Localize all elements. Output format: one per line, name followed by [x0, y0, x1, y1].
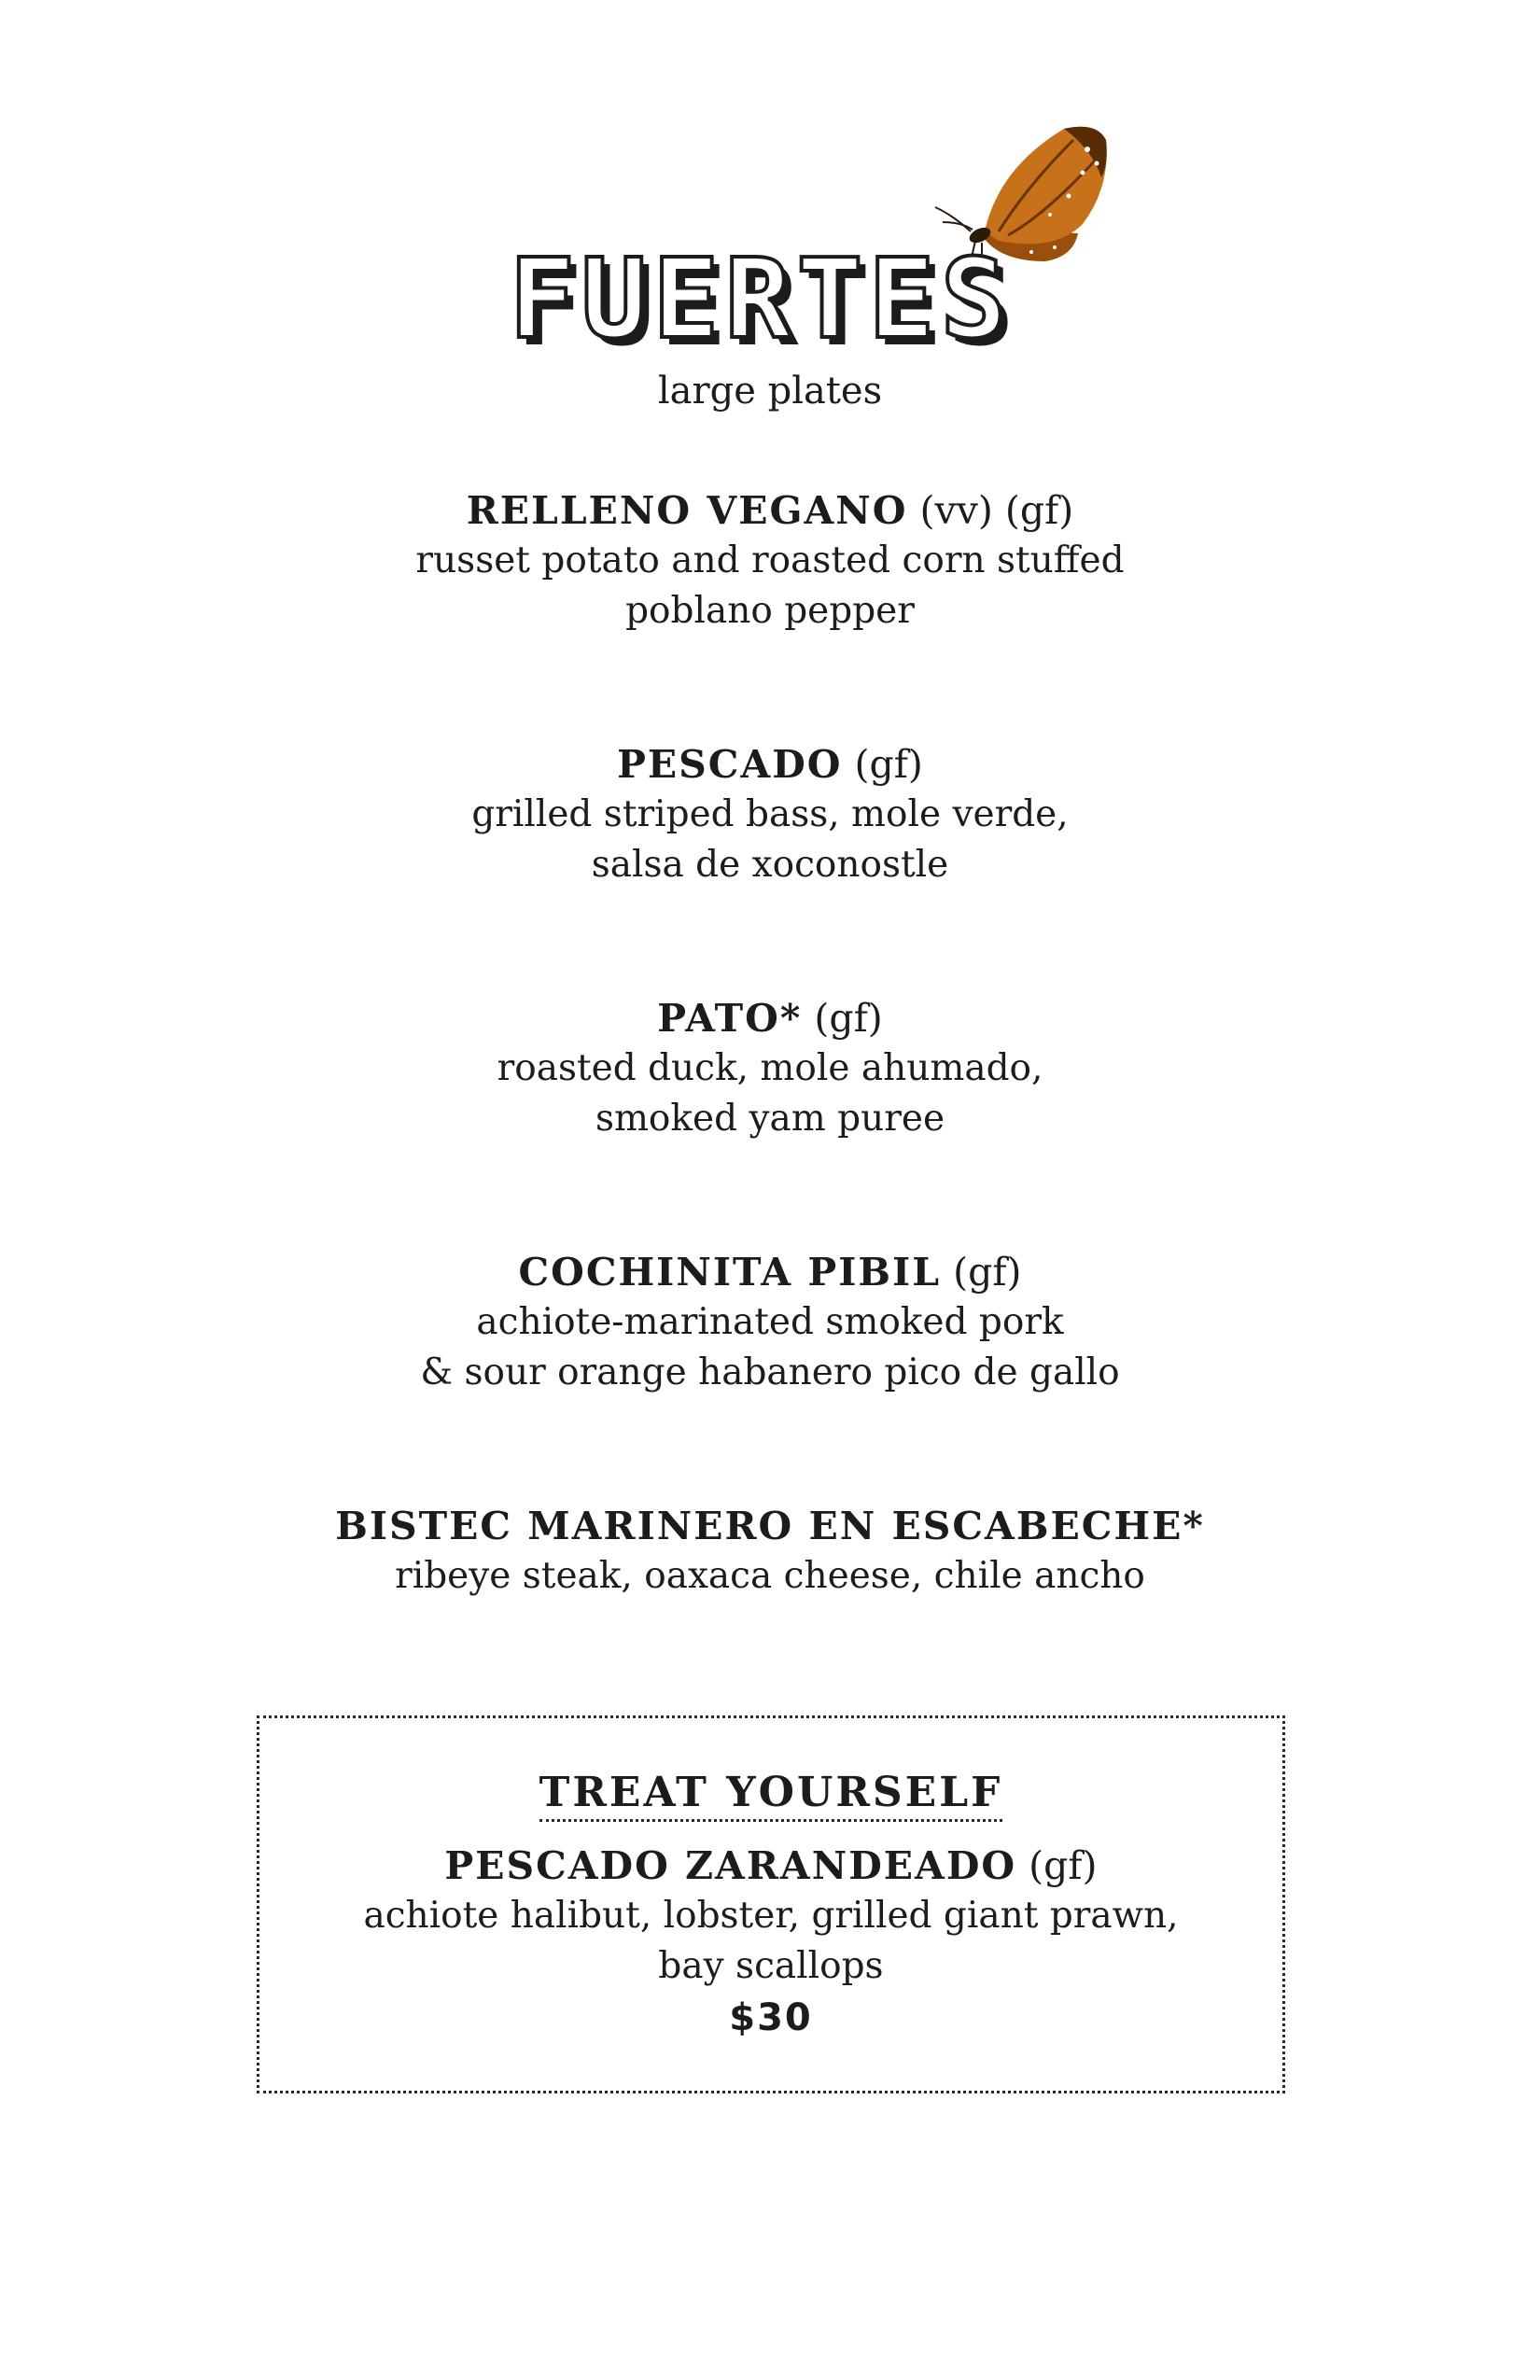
menu-item: [0, 485, 1540, 637]
item-desc-line: russet potato and roasted corn stuffed: [415, 539, 1125, 581]
menu-item: [0, 739, 1540, 890]
item-name: BISTEC MARINERO EN ESCABECHE*: [335, 1504, 1205, 1548]
treat-yourself-box: [257, 1715, 1285, 2093]
page-subtitle: large plates: [657, 370, 883, 413]
item-tags: (gf): [854, 742, 923, 787]
item-name: PATO*: [657, 996, 803, 1041]
menu-item: [0, 1501, 1540, 1602]
menu-item: [259, 1841, 1282, 2044]
item-tags: (vv) (gf): [919, 488, 1074, 533]
item-desc-line: ribeye steak, oaxaca cheese, chile ancho: [395, 1555, 1145, 1597]
item-desc-line: smoked yam puree: [595, 1098, 945, 1140]
item-desc-line: grilled striped bass, mole verde,: [471, 793, 1069, 835]
item-name: RELLENO VEGANO: [466, 488, 908, 533]
item-price: $30: [729, 1996, 813, 2039]
item-tags: (gf): [814, 996, 883, 1041]
item-name: PESCADO ZARANDEADO: [444, 1843, 1017, 1888]
item-tags: (gf): [1029, 1843, 1098, 1888]
page-title: [509, 234, 1022, 481]
menu-item: [0, 993, 1540, 1144]
item-desc-line: poblano pepper: [625, 590, 915, 632]
menu-items: [0, 485, 1540, 1704]
item-desc-line: bay scallops: [658, 1945, 884, 1987]
item-name: COCHINITA PIBIL: [518, 1250, 942, 1295]
item-name: PESCADO: [617, 742, 843, 787]
item-desc-line: achiote halibut, lobster, grilled giant prawn,: [363, 1895, 1179, 1937]
item-tags: (gf): [953, 1250, 1022, 1295]
item-desc-line: & sour orange habanero pico de gallo: [420, 1351, 1120, 1393]
menu-header: [0, 112, 1540, 420]
item-desc-line: achiote-marinated smoked pork: [476, 1301, 1064, 1343]
treat-title: TREAT YOURSELF: [539, 1767, 1003, 1822]
item-desc-line: salsa de xoconostle: [591, 844, 949, 886]
item-desc-line: roasted duck, mole ahumado,: [497, 1047, 1043, 1089]
menu-item: [0, 1247, 1540, 1398]
page-title-text: FUERTES: [509, 234, 1013, 363]
